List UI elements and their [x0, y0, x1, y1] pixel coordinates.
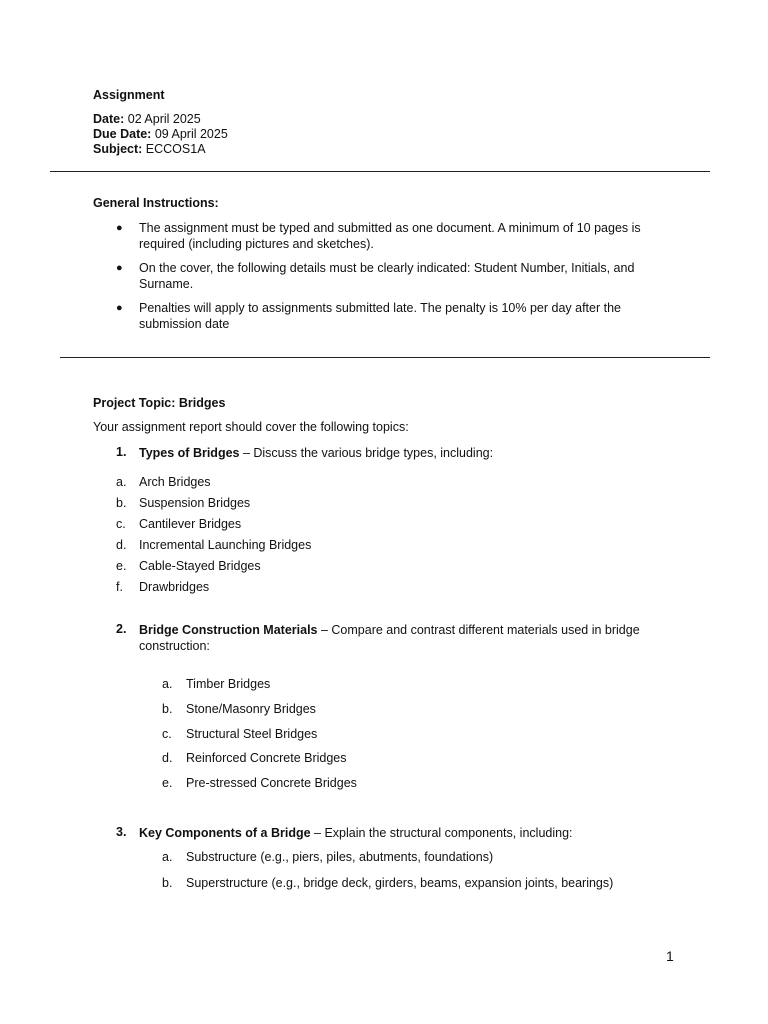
list-item-letter: b. [162, 876, 173, 890]
instruction-item: The assignment must be typed and submitted as one document. A minimum of 10 pages is required (including pictures and sketches). [139, 221, 641, 251]
list-item: Arch Bridges [139, 475, 211, 489]
instruction-item: Penalties will apply to assignments submitted late. The penalty is 10% per day after the submission date [139, 301, 621, 331]
list-item-letter: a. [116, 475, 127, 489]
page-number: 1 [666, 948, 674, 964]
list-item: Structural Steel Bridges [186, 727, 318, 741]
topic-description: – Explain the structural components, including: [310, 826, 573, 840]
date-label: Date: [93, 112, 125, 126]
list-item: Suspension Bridges [139, 496, 251, 510]
instruction-item: On the cover, the following details must be clearly indicated: Student Number, Initials, and Surname. [139, 261, 635, 291]
list-item: Superstructure (e.g., bridge deck, girders, beams, expansion joints, bearings) [186, 876, 614, 890]
list-item: Stone/Masonry Bridges [186, 702, 316, 716]
list-item: Incremental Launching Bridges [139, 538, 312, 552]
list-item-letter: a. [162, 850, 173, 864]
list-item-letter: f. [116, 580, 123, 594]
list-item-letter: d. [162, 751, 173, 765]
document-title: Assignment [93, 88, 165, 102]
due-date-label: Due Date: [93, 127, 152, 141]
divider-middle [60, 357, 710, 358]
bullet-icon: ● [116, 302, 123, 314]
bullet-icon: ● [116, 222, 123, 234]
topic-heading [139, 445, 679, 461]
list-item: Reinforced Concrete Bridges [186, 751, 347, 765]
list-item-letter: e. [116, 559, 127, 573]
topic-title: Key Components of a Bridge [139, 826, 311, 840]
subject-line [93, 142, 206, 156]
topic-number: 3. [116, 825, 127, 839]
general-instructions-heading: General Instructions: [93, 196, 219, 210]
list-item-letter: c. [116, 517, 126, 531]
date-line [93, 112, 201, 126]
topic-description: – Compare and contrast different materials used in bridge construction: [139, 623, 640, 653]
due-date-value: 09 April 2025 [151, 127, 228, 141]
topic-title: Types of Bridges [139, 446, 240, 460]
topic-number: 2. [116, 622, 127, 636]
subject-label: Subject: [93, 142, 143, 156]
topic-description: – Discuss the various bridge types, including: [239, 446, 494, 460]
topic-title: Bridge Construction Materials [139, 623, 318, 637]
topic-heading [139, 825, 679, 841]
list-item: Drawbridges [139, 580, 210, 594]
bullet-icon: ● [116, 262, 123, 274]
topic-number: 1. [116, 445, 127, 459]
list-item: Substructure (e.g., piers, piles, abutments, foundations) [186, 850, 494, 864]
subject-value: ECCOS1A [142, 142, 206, 156]
list-item-letter: b. [162, 702, 173, 716]
list-item: Cable-Stayed Bridges [139, 559, 261, 573]
list-item-letter: a. [162, 677, 173, 691]
divider-top [50, 171, 710, 172]
list-item: Pre-stressed Concrete Bridges [186, 776, 357, 790]
list-item-letter: e. [162, 776, 173, 790]
project-topic-heading: Project Topic: Bridges [93, 396, 226, 410]
date-value: 02 April 2025 [124, 112, 201, 126]
list-item-letter: c. [162, 727, 172, 741]
list-item-letter: d. [116, 538, 127, 552]
due-date-line [93, 127, 228, 141]
project-intro: Your assignment report should cover the following topics: [93, 420, 409, 434]
list-item: Cantilever Bridges [139, 517, 242, 531]
list-item: Timber Bridges [186, 677, 271, 691]
list-item-letter: b. [116, 496, 127, 510]
topic-heading [139, 622, 679, 654]
